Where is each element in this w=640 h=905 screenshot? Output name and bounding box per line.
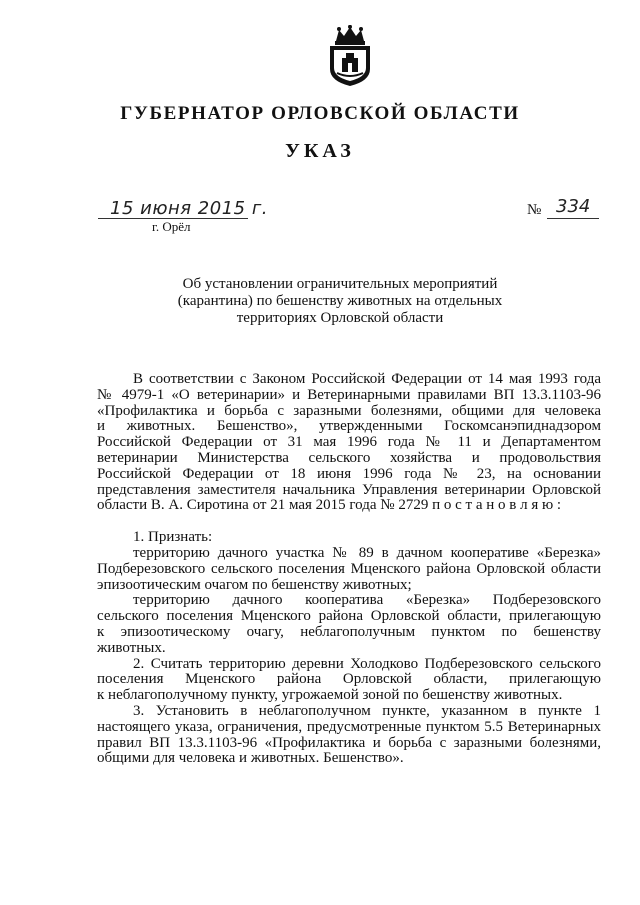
preamble-line: В соответствии с Законом Российской Федерации от 14 мая 1993 года	[133, 371, 601, 387]
item-2	[97, 657, 601, 704]
coat-of-arms-emblem	[327, 25, 373, 87]
item-1b-line: сельского поселения Мценского района Орловской области, прилегающую	[97, 608, 601, 625]
item-3-line: правил ВП 13.3.1103-96 «Профилактика и борьба с заразными болезнями,	[97, 734, 601, 751]
preamble-line: и животных. Бешенство», утвержденными Госкомсанэпиднадзором	[97, 418, 601, 435]
item-1a-line: эпизоотическим очагом по бешенству животных;	[97, 576, 412, 593]
document-type-title: УКАЗ	[285, 140, 355, 162]
item-2-line: поселения Мценского района Орловской области, прилегающую	[97, 671, 601, 688]
subject-line: территориях Орловской области	[236, 310, 444, 326]
item-1a-line: территорию дачного участка № 89 в дачном кооперативе «Березка»	[133, 544, 601, 561]
item-1-title: 1. Признать:	[133, 529, 213, 546]
number-label: №	[527, 202, 542, 218]
item-2-line: 2. Считать территорию деревни Холодково Подберезовского сельского	[133, 655, 601, 672]
preamble-line: Российской Федерации от 31 мая 1996 года № 11 и Департаментом	[97, 434, 601, 451]
preamble-line: «Профилактика и борьба с заразными болезнями, общими для человека	[97, 402, 601, 419]
item-1b-line: животных.	[97, 639, 166, 656]
item-1	[97, 530, 601, 656]
preamble-line: Российской Федерации от 18 июня 1996 года № 23, на основании	[97, 465, 601, 482]
item-1a-line: Подберезовского сельского поселения Мценского района Орловской области	[97, 560, 601, 577]
handwritten-date: 15 июня 2015 г.	[110, 198, 269, 219]
item-3	[97, 704, 601, 767]
item-3-line: 3. Установить в неблагополучном пункте, указанном в пункте 1	[133, 702, 601, 719]
issuing-authority-title: ГУБЕРНАТОР ОРЛОВСКОЙ ОБЛАСТИ	[120, 103, 520, 124]
item-1b-line: к эпизоотическому очагу, неблагополучным пунктом по бешенству	[97, 623, 601, 640]
decree-body	[97, 372, 601, 767]
decree-subject	[150, 276, 530, 327]
item-3-line: общими для человека и животных. Бешенство».	[97, 750, 404, 767]
preamble-line: области В. А. Сиротина от 21 мая 2015 года № 2729 п о с т а н о в л я ю :	[97, 497, 562, 514]
subject-line: (карантина) по бешенству животных на отдельных	[177, 293, 503, 309]
preamble-line: № 4979-1 «О ветеринарии» и Ветеринарными правилами ВП 13.3.1103-96	[97, 386, 601, 403]
city-label: г. Орёл	[152, 219, 191, 234]
item-2-line: к неблагополучному пункту, угрожаемой зоной по бешенству животных.	[97, 687, 563, 704]
subject-line: Об установлении ограничительных мероприятий	[182, 276, 498, 292]
preamble-line: представления заместителя начальника Управления ветеринарии Орловской	[97, 481, 601, 498]
item-3-line: настоящего указа, ограничения, предусмотренные пунктом 5.5 Ветеринарных	[97, 718, 601, 735]
item-1b-line: территорию дачного кооператива «Березка» Подберезовского	[133, 592, 601, 609]
preamble	[97, 372, 601, 514]
handwritten-number: 334	[556, 196, 591, 217]
preamble-line: ветеринарии Министерства сельского хозяйства и продовольствия	[97, 449, 601, 466]
